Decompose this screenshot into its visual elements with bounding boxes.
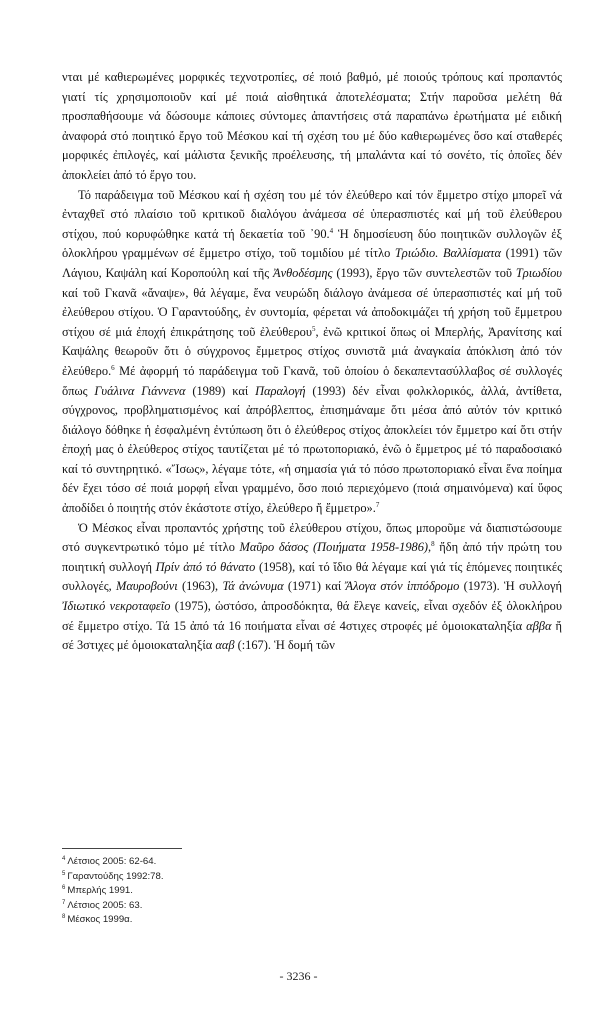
footnote-ref-6[interactable]: 6 xyxy=(111,363,115,372)
footnote-divider xyxy=(62,848,182,849)
footnote-item: $^5$ Γαραντούδης 1992:78. xyxy=(62,870,164,882)
rhyme-scheme: ααβ xyxy=(215,638,235,653)
paragraph-2: Τό παράδειγμα τοῦ Μέσκου καί ἡ σχέση του μέ τόν ἐλεύθερο καί τόν ἔμμετρο στίχο μπορεῖ νά ἐνταχθεῖ στό πλαίσιο τοῦ κριτικοῦ διαλόγου ἀνάμεσα σέ ὑπερασπιστές καί μή τοῦ ἐλεύθερου στίχου, πού κορυφώθηκε κατά τή δεκαετία τοῦ ᾽90.$^4$ Ἡ δημοσίευση δύο ποιητικῶν συλλογῶν ἐξ ὁλοκλήρου γραμμένων σέ ἔμμετρο στίχο, τοῦ τομιδίου μέ τίτλο Τριώδιο. Βαλλίσματα (1991) τῶν Λάγιου, Καψάλη καί Κοροπούλη καί τῆς Ἀνθοδέσμης (1993), ἔργο τῶν συντελεστῶν τοῦ Τριωδίου καί τοῦ Γκανᾶ «ἄναψε», θά λέγαμε, ἕνα νευρώδη διάλογο ἀνάμεσα σέ ὑπερασπιστές καί μή τοῦ ἐλεύθερου στίχου. Ὁ Γαραντούδης, ἐν συντομία, φέρεται νά ἀποδοκιμάζει τή χρήση τοῦ ἔμμετρου στίχου σέ μιά ἐποχή ἐπικράτησης τοῦ ἐλεύθερου$^5$, ἐνῶ κριτικοί ὅπως οἱ Μπερλής, Ἀρανίτσης καί Καψάλης θεωροῦν ὅτι ὁ σύγχρονος ἔμμετρος στίχος συνιστᾶ μιά ἀναγκαία ἀπόκλιση ἀπό τόν ἐλεύθερο.$^6$ Μέ ἀφορμή τό παράδειγμα τοῦ Γκανᾶ, τοῦ ὁποίου ὁ δεκαπεντασύλλαβος σέ συλλογές ὅπως Γυάλινα Γιάννενα (1989) καί Παραλογή (1993) δέν εἶναι φολκλορικός, ἀλλά, ἀντίθετα, σύγχρονος, προβληματισμένος καί ἀπρόβλεπτος, ἐπισημάναμε ὅτι μέσα ἀπό αὐτόν τόν κριτικό διάλογο δόθηκε ἡ ἐσφαλμένη ἐντύπωση ὅτι ὁ ἐλεύθερος στίχος ἀποκλείει τόν ἔμμετρο καί ὅτι στήν ἐποχή μας ὁ ἐλεύθερος στίχος ταυτίζεται μέ τό πρωτοποριακό, ἐνῶ ὁ ἔμμετρος μέ τό παραδοσιακό καί τό συντηρητικό. «Ἴσως», λέγαμε τότε, «ἡ σημασία γιά τό πόσο πρωτοποριακό εἶναι ἕνα ποίημα δέν ἔχει τόσο σέ ποιά μορφή εἶναι γραμμένο, ὅσο ποιό περιεχόμενο (ποιά σημαινόμενα) καί ὕφος ἀποδίδει ὁ ποιητής στόν ἑκάστοτε στίχο, ἐλεύθερο ἤ ἔμμετρο».$^7$ xyxy=(62,187,563,516)
title-italic: Ἄλογα στόν ἱππόδρομο xyxy=(345,579,460,594)
footnote-ref-4[interactable]: 4 xyxy=(329,226,334,235)
title-italic: Τά ἀνώνυμα xyxy=(222,579,284,594)
title-italic: Ἰδιωτικό νεκροταφεῖο xyxy=(62,599,171,614)
title-italic: Παραλογή xyxy=(255,383,306,398)
title-italic: Τριωδίου xyxy=(515,265,562,280)
page-number: - 3236 - xyxy=(279,969,318,983)
title-italic: Τριώδιο. Βαλλίσματα xyxy=(394,246,501,261)
body-text xyxy=(62,68,562,656)
footnotes xyxy=(62,855,562,928)
footnote-ref-7[interactable]: 7 xyxy=(375,501,380,510)
title-italic: Μαῦρο δάσος (Ποιήματα 1958-1986) xyxy=(239,540,429,555)
paragraph-1: νται μέ καθιερωμένες μορφικές τεχνοτροπίες, σέ ποιό βαθμό, μέ ποιούς τρόπους καί προπαντός γιατί τίς χρησιμοποιοῦν καί μέ ποιά αἰσθητικά ἀποτελέσματα; Στήν παροῦσα μελέτη θά προσπαθήσουμε νά δώσουμε κάποιες σύντομες ἀπαντήσεις στά παραπάνω ἐρωτήματα μέ ειδική ἀναφορά στό ποιητικό ἔργο τοῦ Μέσκου καί τή σχέση του μέ δύο καθιερωμένες ὅσο καί σταθερές μορφικές ἐπιλογές, καί μάλιστα ξενικῆς προέλευσης, τή μπαλάντα καί τό σονέτο, τίς ὁποῖες δέν ἀποκλείει ἀπό τό ἔργο του. xyxy=(62,70,562,182)
rhyme-scheme: αββα xyxy=(526,618,552,633)
footnote-ref-5[interactable]: 5 xyxy=(312,324,316,333)
title-italic: Πρίν ἀπό τό θάνατο xyxy=(155,559,256,574)
title-italic: Ἀνθοδέσμης xyxy=(273,265,333,280)
footnote-item: $^8$ Μέσκος 1999α. xyxy=(62,914,133,926)
footnote-item: $^6$ Μπερλής 1991. xyxy=(62,885,133,897)
title-italic: Γυάλινα Γιάννενα xyxy=(94,383,186,398)
title-italic: Μαυροβούνι xyxy=(116,579,178,594)
footnote-item: $^4$ Λέτσιος 2005: 62-64. xyxy=(62,856,157,867)
paragraph-3: Ὁ Μέσκος εἶναι προπαντός χρήστης τοῦ ἐλεύθερου στίχου, ὅπως μποροῦμε νά διαπιστώσουμε στό συγκεντρωτικό τόμο μέ τίτλο Μαῦρο δάσος (Ποιήματα 1958-1986),$^8$ ἤδη ἀπό τήν πρώτη του ποιητική συλλογή Πρίν ἀπό τό θάνατο (1958), καί τό ἴδιο θά λέγαμε καί γιά τίς ἑπόμενες ποιητικές συλλογές, Μαυροβούνι (1963), Τά ἀνώνυμα (1971) καί Ἄλογα στόν ἱππόδρομο (1973). Ἡ συλλογή Ἰδιωτικό νεκροταφεῖο (1975), ὡστόσο, ἀπροσδόκητα, θά ἔλεγε κανείς, εἶναι σχεδόν ἐξ ὁλοκλήρου σέ ἔμμετρο στίχο. Τά 15 ἀπό τά 16 ποιήματα εἶναι σέ 4στιχες στροφές μέ ὁμοιοκαταληξία αββα ἤ σέ 3στιχες μέ ὁμοιοκαταληξία ααβ (:167). Ἡ δομή τῶν xyxy=(62,520,562,653)
footnote-item: $^7$ Λέτσιος 2005: 63. xyxy=(62,899,143,911)
footnote-ref-8[interactable]: 8 xyxy=(431,540,435,549)
